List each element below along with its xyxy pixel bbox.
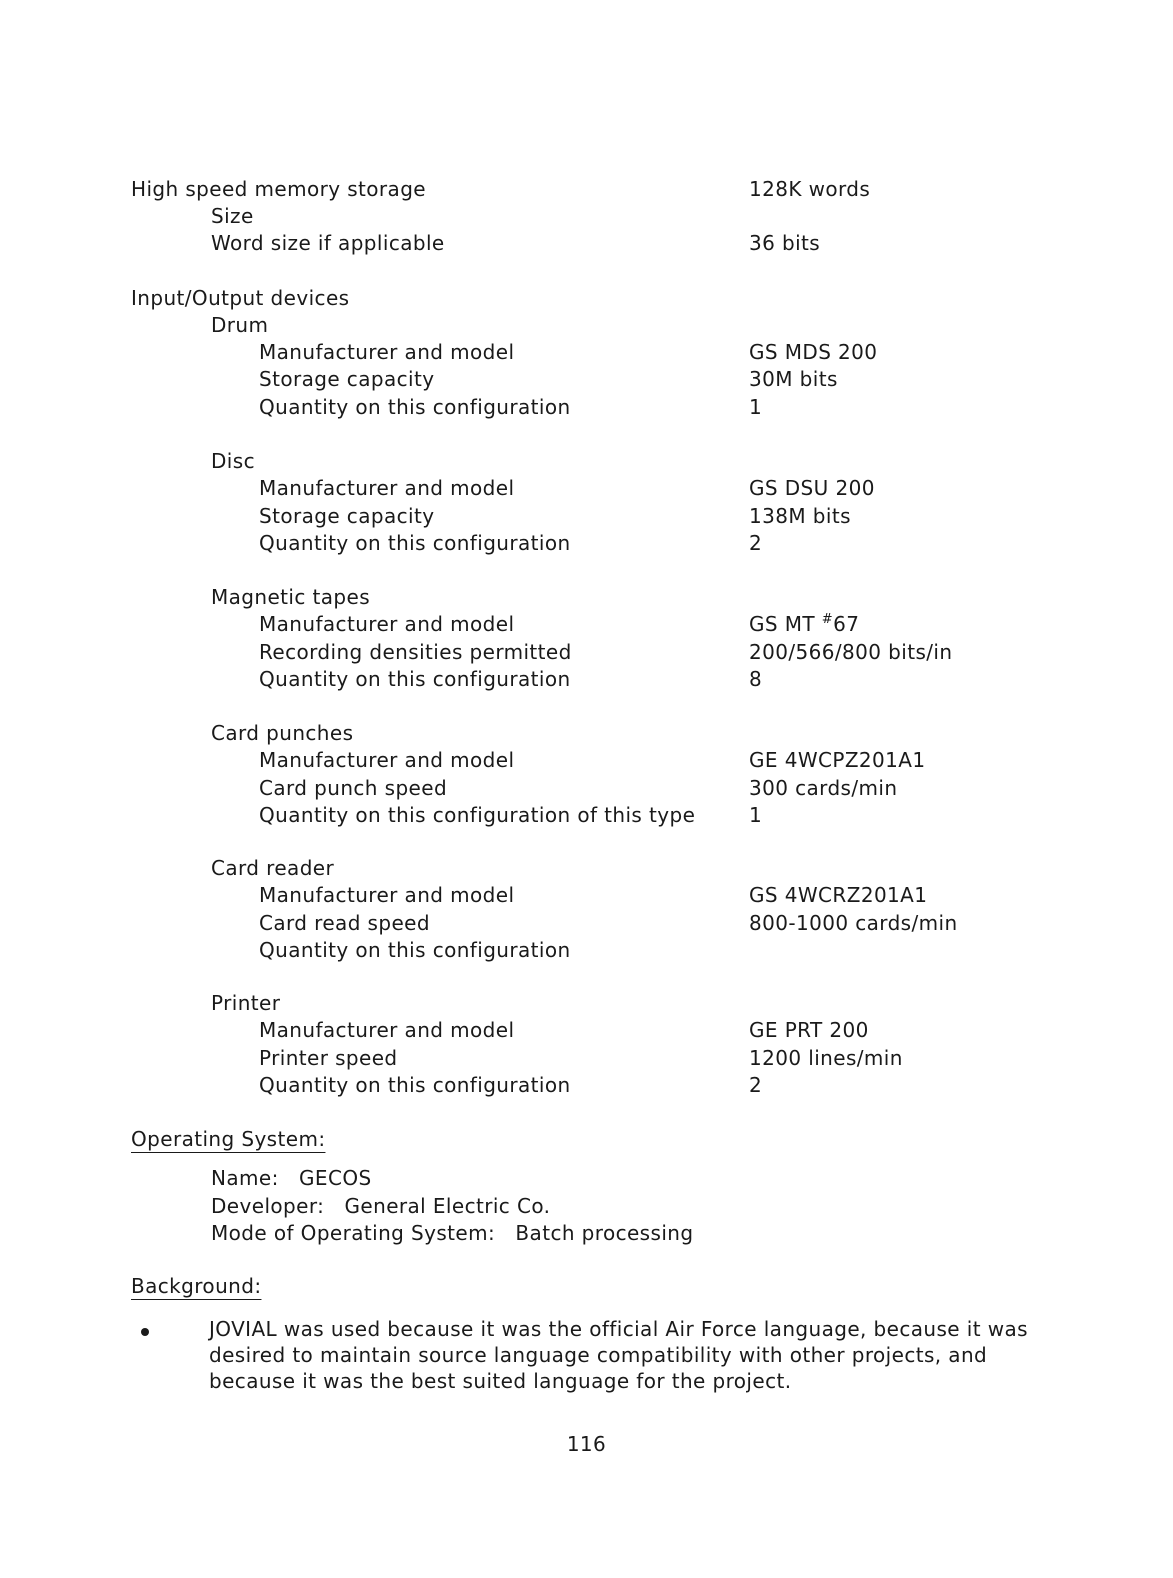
tapes-mfr-suffix: 67 [833, 612, 860, 636]
os-mode-line: Mode of Operating System: Batch processing [211, 1221, 694, 1245]
printer-speed-value: 1200 lines/min [749, 1046, 903, 1070]
punches-speed-label: Card punch speed [259, 776, 448, 800]
word-size-value: 36 bits [749, 231, 821, 255]
reader-title: Card reader [211, 856, 335, 880]
memory-heading: High speed memory storage [131, 177, 426, 201]
disc-mfr-value: GS DSU 200 [749, 476, 875, 500]
reader-mfr-label: Manufacturer and model [259, 883, 515, 907]
memory-size-value: 128K words [749, 177, 871, 201]
disc-capacity-label: Storage capacity [259, 504, 435, 528]
bullet-point [141, 1328, 149, 1336]
disc-capacity-value: 138M bits [749, 504, 851, 528]
reader-speed-value: 800-1000 cards/min [749, 911, 958, 935]
drum-capacity-value: 30M bits [749, 367, 838, 391]
io-heading: Input/Output devices [131, 286, 350, 310]
punches-title: Card punches [211, 721, 354, 745]
drum-mfr-label: Manufacturer and model [259, 340, 515, 364]
punches-qty-label: Quantity on this configuration of this type [259, 803, 696, 827]
tapes-density-value: 200/566/800 bits/in [749, 640, 953, 664]
drum-capacity-label: Storage capacity [259, 367, 435, 391]
punches-speed-value: 300 cards/min [749, 776, 898, 800]
reader-mfr-value: GS 4WCRZ201A1 [749, 883, 928, 907]
os-name-line: Name: GECOS [211, 1166, 372, 1190]
tapes-mfr-value [749, 611, 859, 641]
reader-qty-label: Quantity on this configuration [259, 938, 571, 962]
printer-mfr-value: GE PRT 200 [749, 1018, 869, 1042]
disc-qty-value: 2 [749, 531, 763, 555]
drum-qty-label: Quantity on this configuration [259, 395, 571, 419]
disc-title: Disc [211, 449, 255, 473]
drum-qty-value: 1 [749, 395, 763, 419]
background-paragraph: JOVIAL was used because it was the official Air Force language, because it was desired to maintain source language compatibility with other projects, and because it was the best suited language for the project. [209, 1317, 1028, 1393]
punches-qty-value: 1 [749, 803, 763, 827]
printer-qty-label: Quantity on this configuration [259, 1073, 571, 1097]
punches-mfr-value: GE 4WCPZ201A1 [749, 748, 926, 772]
printer-qty-value: 2 [749, 1073, 763, 1097]
tapes-mfr-prefix: GS MT [749, 612, 822, 636]
word-size-label: Word size if applicable [211, 231, 445, 255]
memory-size-label: Size [211, 204, 254, 228]
reader-speed-label: Card read speed [259, 911, 430, 935]
printer-mfr-label: Manufacturer and model [259, 1018, 515, 1042]
drum-mfr-value: GS MDS 200 [749, 340, 878, 364]
os-heading: Operating System: [131, 1127, 326, 1151]
tapes-mfr-label: Manufacturer and model [259, 612, 515, 636]
tapes-title: Magnetic tapes [211, 585, 371, 609]
background-heading: Background: [131, 1274, 262, 1298]
punches-mfr-label: Manufacturer and model [259, 748, 515, 772]
printer-speed-label: Printer speed [259, 1046, 398, 1070]
disc-qty-label: Quantity on this configuration [259, 531, 571, 555]
tapes-qty-label: Quantity on this configuration [259, 667, 571, 691]
disc-mfr-label: Manufacturer and model [259, 476, 515, 500]
tapes-density-label: Recording densities permitted [259, 640, 572, 664]
page-number: 116 [566, 1432, 607, 1456]
os-developer-line: Developer: General Electric Co. [211, 1194, 551, 1218]
tapes-qty-value: 8 [749, 667, 763, 691]
tapes-mfr-number-sign: # [821, 612, 834, 627]
printer-title: Printer [211, 991, 281, 1015]
drum-title: Drum [211, 313, 269, 337]
